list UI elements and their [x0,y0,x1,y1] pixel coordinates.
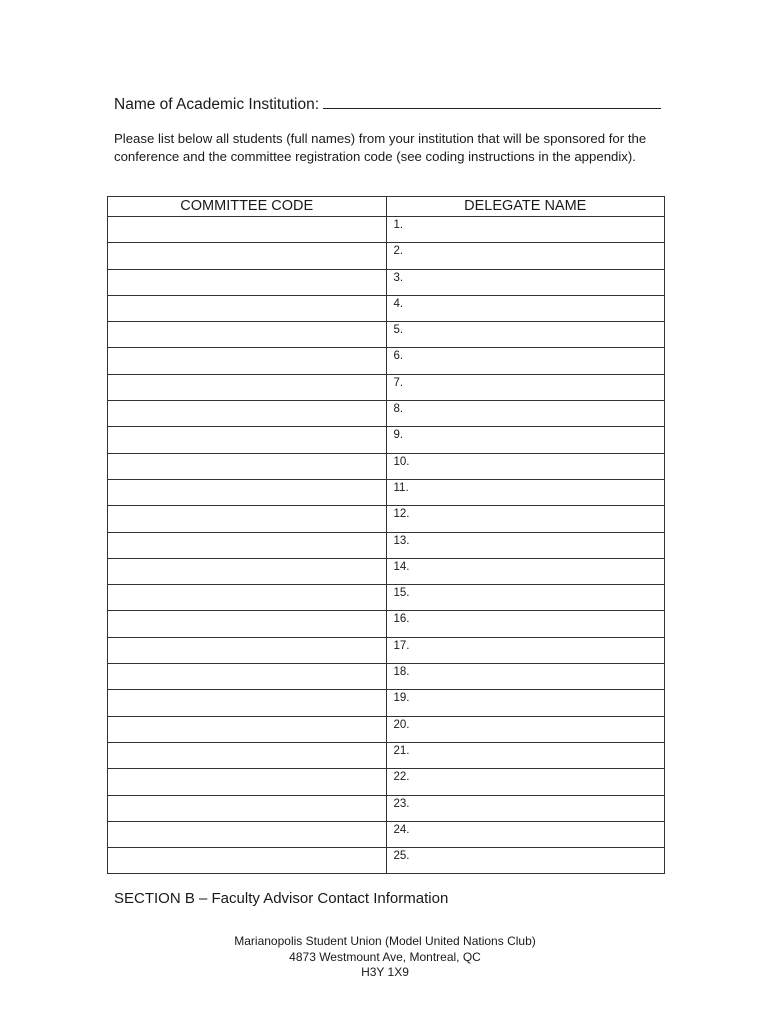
table-row [108,848,665,874]
delegate-name-cell[interactable] [386,611,665,637]
row-number: 7. [393,376,404,389]
committee-code-cell[interactable] [108,295,387,321]
delegate-name-cell[interactable] [386,532,665,558]
delegate-name-cell[interactable] [386,690,665,716]
table-row [108,742,665,768]
delegate-name-cell[interactable] [386,374,665,400]
table-row [108,769,665,795]
delegate-name-cell[interactable] [386,742,665,768]
institution-line [114,94,661,114]
committee-code-cell[interactable] [108,690,387,716]
row-number: 23. [393,797,410,810]
delegate-name-cell[interactable] [386,848,665,874]
row-number: 8. [393,403,404,416]
table-header-row [108,197,665,217]
row-number: 15. [393,587,410,600]
row-number: 4. [393,297,404,310]
footer-postal-code: H3Y 1X9 [361,965,409,979]
committee-code-cell[interactable] [108,269,387,295]
committee-code-cell[interactable] [108,479,387,505]
committee-code-cell[interactable] [108,348,387,374]
row-number: 10. [393,455,410,468]
committee-code-cell[interactable] [108,821,387,847]
table-row [108,558,665,584]
instructions-text: Please list below all students (full names) from your institution that will be sponsored for the conference and the committee registration code (see coding instructions in the appendix). [114,131,647,164]
table-row [108,453,665,479]
row-number: 19. [393,692,410,705]
table-row [108,611,665,637]
committee-code-cell[interactable] [108,453,387,479]
institution-label: Name of Academic Institution: [114,96,320,113]
delegate-name-cell[interactable] [386,295,665,321]
delegate-name-cell[interactable] [386,269,665,295]
delegate-name-cell[interactable] [386,427,665,453]
delegate-name-cell[interactable] [386,664,665,690]
committee-code-cell[interactable] [108,401,387,427]
delegate-name-cell[interactable] [386,506,665,532]
row-number: 17. [393,639,410,652]
table-row [108,243,665,269]
delegate-name-cell[interactable] [386,348,665,374]
table-row [108,322,665,348]
committee-code-cell[interactable] [108,217,387,243]
table-row [108,506,665,532]
footer-organization: Marianopolis Student Union (Model United Nations Club) [234,934,536,948]
table-row [108,664,665,690]
row-number: 5. [393,324,404,337]
delegate-name-cell[interactable] [386,243,665,269]
institution-name-field[interactable] [323,94,661,109]
committee-code-cell[interactable] [108,322,387,348]
row-number: 22. [393,771,410,784]
committee-code-cell[interactable] [108,637,387,663]
row-number: 9. [393,429,404,442]
table-row [108,532,665,558]
row-number: 6. [393,350,404,363]
table-body [108,217,665,874]
committee-code-cell[interactable] [108,374,387,400]
footer-address [0,934,770,981]
committee-code-cell[interactable] [108,611,387,637]
table-row [108,637,665,663]
table-row [108,348,665,374]
delegate-name-cell[interactable] [386,322,665,348]
table-row [108,374,665,400]
delegate-name-cell[interactable] [386,585,665,611]
delegate-name-cell[interactable] [386,795,665,821]
row-number: 2. [393,245,404,258]
committee-code-cell[interactable] [108,532,387,558]
row-number: 1. [393,219,404,231]
row-number: 18. [393,666,410,679]
delegate-name-cell[interactable] [386,769,665,795]
committee-code-cell[interactable] [108,769,387,795]
table-row [108,690,665,716]
section-b-heading: SECTION B – Faculty Advisor Contact Information [114,890,449,907]
delegate-name-cell[interactable] [386,821,665,847]
table-row [108,269,665,295]
committee-code-cell[interactable] [108,716,387,742]
table-row [108,585,665,611]
delegate-name-cell[interactable] [386,453,665,479]
delegate-name-cell[interactable] [386,716,665,742]
row-number: 14. [393,560,410,573]
committee-code-cell[interactable] [108,243,387,269]
row-number: 20. [393,718,410,731]
committee-code-cell[interactable] [108,558,387,584]
committee-code-header: COMMITTEE CODE [108,197,387,217]
row-number: 12. [393,508,410,521]
table-row [108,401,665,427]
delegate-name-cell[interactable] [386,637,665,663]
row-number: 16. [393,613,410,626]
table-row [108,479,665,505]
table-row [108,716,665,742]
committee-code-cell[interactable] [108,664,387,690]
committee-code-cell[interactable] [108,848,387,874]
delegate-name-cell[interactable] [386,558,665,584]
committee-code-cell[interactable] [108,795,387,821]
table-row [108,795,665,821]
row-number: 25. [393,850,410,863]
row-number: 13. [393,534,410,547]
footer-street: 4873 Westmount Ave, Montreal, QC [289,949,481,964]
delegate-name-cell[interactable] [386,217,665,243]
committee-code-cell[interactable] [108,427,387,453]
table-row [108,821,665,847]
row-number: 3. [393,271,404,284]
committee-code-cell[interactable] [108,585,387,611]
table-row [108,427,665,453]
row-number: 24. [393,823,410,836]
delegate-name-header: DELEGATE NAME [386,197,665,217]
delegate-name-cell[interactable] [386,401,665,427]
row-number: 11. [393,481,409,494]
committee-code-cell[interactable] [108,506,387,532]
row-number: 21. [393,744,410,757]
committee-code-cell[interactable] [108,742,387,768]
table-row [108,217,665,243]
delegate-name-cell[interactable] [386,479,665,505]
delegate-table [107,196,665,874]
table-row [108,295,665,321]
